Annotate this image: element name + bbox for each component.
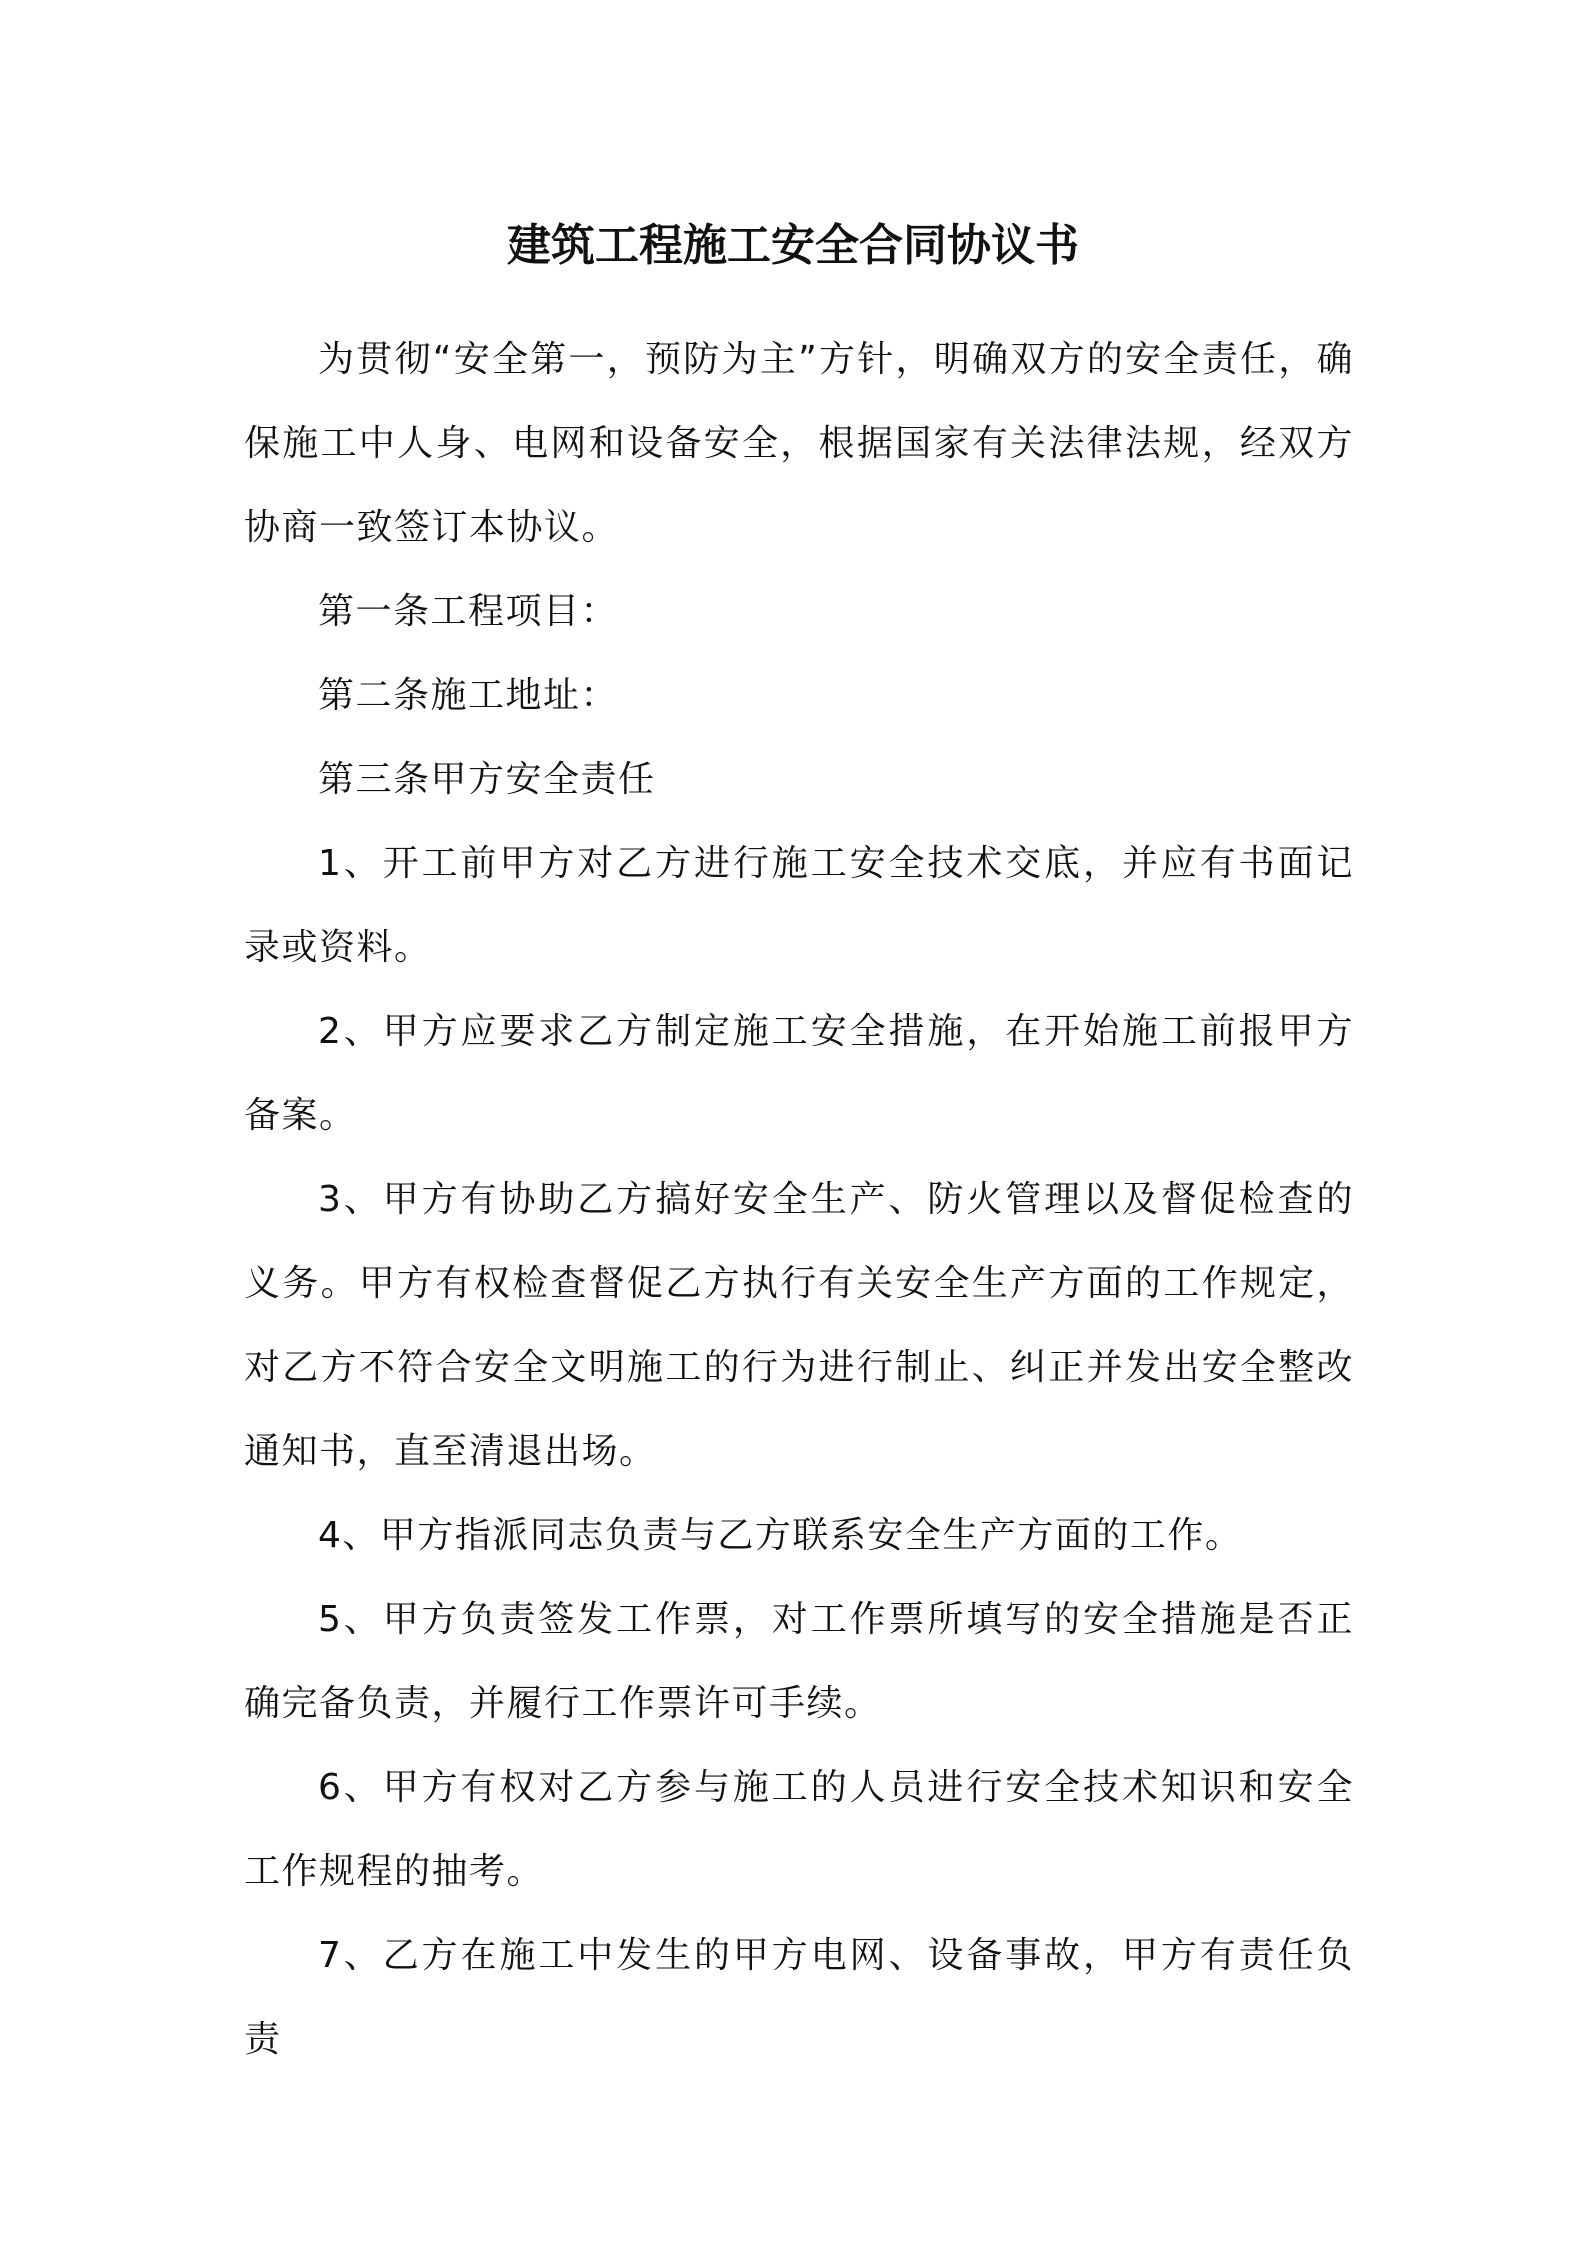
clause-2: 2、甲方应要求乙方制定施工安全措施，在开始施工前报甲方备案。: [244, 1011, 1354, 1136]
article-1-project: 第一条工程项目：: [318, 591, 619, 632]
document-title: 建筑工程施工安全合同协议书: [507, 220, 1079, 271]
clause-4: 4、甲方指派同志负责与乙方联系安全生产方面的工作。: [318, 1515, 1243, 1556]
document-body: [244, 318, 1354, 2082]
article-2-address: 第二条施工地址：: [318, 675, 619, 716]
clause-6: 6、甲方有权对乙方参与施工的人员进行安全技术知识和安全工作规程的抽考。: [244, 1767, 1354, 1892]
intro-paragraph: 为贯彻“安全第一，预防为主”方针，明确双方的安全责任，确保施工中人身、电网和设备安全，根据国家有关法律法规，经双方协商一致签订本协议。: [244, 339, 1354, 548]
clause-3: 3、甲方有协助乙方搞好安全生产、防火管理以及督促检查的义务。甲方有权检查督促乙方执行有关安全生产方面的工作规定，对乙方不符合安全文明施工的行为进行制止、纠正并发出安全整改通知书，直至清退出场。: [244, 1179, 1354, 1472]
clause-5: 5、甲方负责签发工作票，对工作票所填写的安全措施是否正确完备负责，并履行工作票许可手续。: [244, 1599, 1354, 1724]
article-3-heading: 第三条甲方安全责任: [318, 759, 656, 800]
clause-7: 7、乙方在施工中发生的甲方电网、设备事故，甲方有责任负责: [244, 1935, 1354, 2060]
clause-1: 1、开工前甲方对乙方进行施工安全技术交底，并应有书面记录或资料。: [244, 843, 1354, 968]
